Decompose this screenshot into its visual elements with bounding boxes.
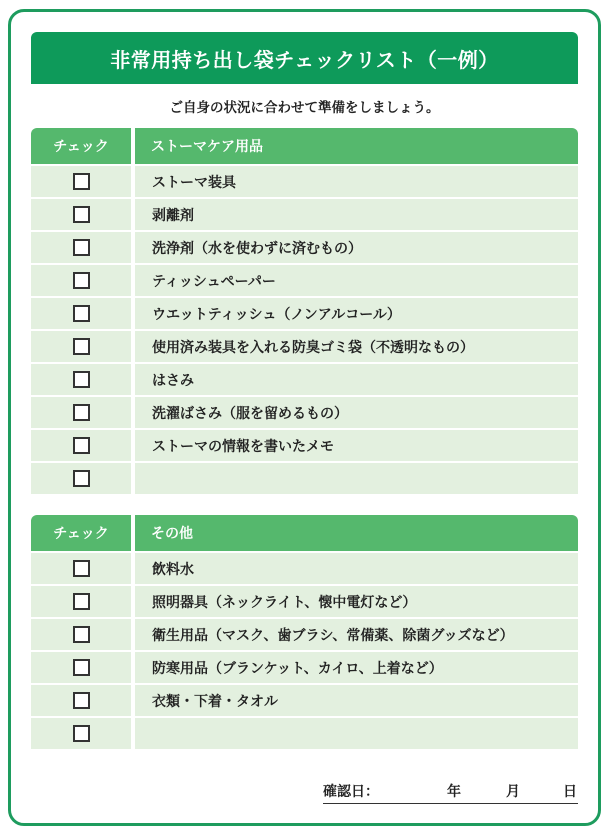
checklist-row <box>31 199 578 232</box>
confirm-date-label: 確認日： <box>323 784 379 800</box>
checklist-row <box>31 619 578 652</box>
checklist-row <box>31 463 578 496</box>
checklist-row <box>31 265 578 298</box>
check-column-header: チェック <box>31 515 131 551</box>
item-label: 防寒用品（ブランケット、カイロ、上着など） <box>135 652 578 683</box>
checklist-row <box>31 298 578 331</box>
item-label: 衛生用品（マスク、歯ブラシ、常備薬、除菌グッズなど） <box>135 619 578 650</box>
checkbox[interactable] <box>73 692 90 709</box>
checklist-row <box>31 718 578 751</box>
item-label: 剥離剤 <box>135 199 578 230</box>
item-label-blank[interactable] <box>135 718 578 749</box>
checkbox[interactable] <box>73 206 90 223</box>
checkbox[interactable] <box>73 560 90 577</box>
checkbox[interactable] <box>73 593 90 610</box>
item-label: ストーマ装具 <box>135 166 578 197</box>
item-label-blank[interactable] <box>135 463 578 494</box>
item-label: 使用済み装具を入れる防臭ゴミ袋（不透明なもの） <box>135 331 578 362</box>
checkbox[interactable] <box>73 437 90 454</box>
checklist-row <box>31 553 578 586</box>
checklist-row <box>31 364 578 397</box>
checklist-row <box>31 685 578 718</box>
year-label: 年 <box>447 784 461 800</box>
item-label: 洗濯ばさみ（服を留めるもの） <box>135 397 578 428</box>
checkbox[interactable] <box>73 272 90 289</box>
page-subtitle: ご自身の状況に合わせて準備をしましょう。 <box>169 100 440 116</box>
item-label: 飲料水 <box>135 553 578 584</box>
checkbox[interactable] <box>73 470 90 487</box>
day-label: 日 <box>563 784 577 800</box>
item-label: 照明器具（ネックライト、懐中電灯など） <box>135 586 578 617</box>
category-header: その他 <box>135 515 578 551</box>
confirmation-date-line[interactable] <box>323 779 578 804</box>
checklist-row <box>31 232 578 265</box>
checklist-row <box>31 166 578 199</box>
checkbox[interactable] <box>73 371 90 388</box>
table-header <box>31 128 578 166</box>
item-label: はさみ <box>135 364 578 395</box>
item-label: ストーマの情報を書いたメモ <box>135 430 578 461</box>
page-title: 非常用持ち出し袋チェックリスト（一例） <box>31 32 578 84</box>
checklist-row <box>31 397 578 430</box>
checkbox[interactable] <box>73 626 90 643</box>
checkbox[interactable] <box>73 173 90 190</box>
checklist-row <box>31 586 578 619</box>
checklist-table-stoma <box>31 128 578 496</box>
item-label: 衣類・下着・タオル <box>135 685 578 716</box>
month-label: 月 <box>506 784 520 800</box>
checklist-row <box>31 331 578 364</box>
category-header: ストーマケア用品 <box>135 128 578 164</box>
check-column-header: チェック <box>31 128 131 164</box>
checkbox[interactable] <box>73 305 90 322</box>
checkbox[interactable] <box>73 725 90 742</box>
checklist-row <box>31 430 578 463</box>
checkbox[interactable] <box>73 404 90 421</box>
table-header <box>31 515 578 553</box>
item-label: ティッシュペーパー <box>135 265 578 296</box>
checkbox[interactable] <box>73 239 90 256</box>
checkbox[interactable] <box>73 659 90 676</box>
checklist-row <box>31 652 578 685</box>
item-label: 洗浄剤（水を使わずに済むもの） <box>135 232 578 263</box>
checklist-table-other <box>31 515 578 751</box>
item-label: ウエットティッシュ（ノンアルコール） <box>135 298 578 329</box>
checkbox[interactable] <box>73 338 90 355</box>
